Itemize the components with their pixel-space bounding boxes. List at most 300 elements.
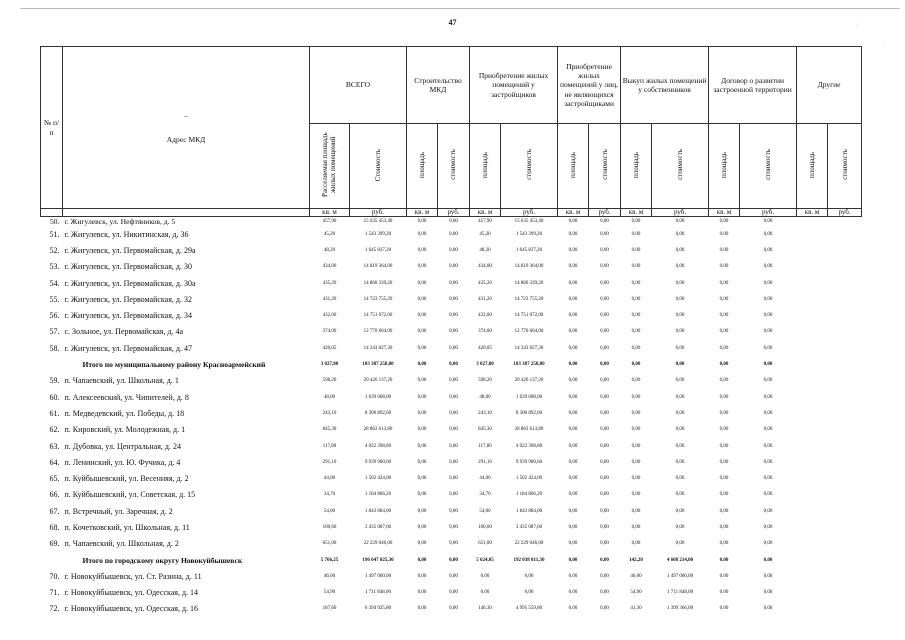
row-value: 431,20 [322,296,337,302]
row-value: 0,00 [417,345,427,351]
row-value: 0,00 [600,296,609,302]
row-value: 45,20 [323,231,336,237]
row-value: 0,00 [417,459,427,465]
header-address-label: Адрес МКД [166,134,206,144]
row-value [797,536,828,552]
row-value: 420,05 [478,345,492,351]
row-value: 1 184 866,20 [364,492,392,498]
row-value: 0,00 [568,590,578,596]
row-value [828,217,862,227]
row-value: 0,00 [568,329,578,335]
row-address: п. Дубовка, ул. Центральная, д. 24 [64,441,181,451]
header-group-construction: Строительство МКД [407,47,470,124]
row-value: 0,00 [631,394,641,400]
row-value: 1 543 399,20 [515,231,543,237]
row-number: 56. [49,311,60,321]
row-value: 0,00 [449,378,458,384]
row-value: 0,00 [675,378,685,384]
row-value: 117,80 [478,443,492,449]
row-value: 0,00 [719,231,729,237]
row-number: 54. [49,278,60,288]
subheader-label: площадь [417,151,426,178]
row-value: 0,00 [675,492,685,498]
row-value: 291,10 [478,459,492,465]
row-value: 14 723 755,20 [363,296,393,302]
subheader-label: стоимость [676,149,685,181]
row-address: г. Новокуйбышевск, ул. Одесская, д. 16 [64,604,199,614]
row-value: 48,00 [323,394,336,400]
row-value: 0,00 [763,476,773,482]
row-value: 0,00 [417,410,427,416]
row-value: 0,00 [600,313,609,319]
row-value: 0,00 [568,296,578,302]
row-value: 34,70 [479,492,491,498]
row-value [828,438,862,454]
row-address: п. Куйбышевский, ул. Советская, д. 15 [64,490,196,500]
row-value [797,324,828,340]
row-value: 100,60 [322,524,337,530]
row-value [828,519,862,535]
row-value: 0,00 [417,231,427,237]
unit-label: кв. м [470,209,501,217]
row-value: 0,00 [631,264,641,270]
row-number: 64. [49,457,60,467]
row-value: 0,00 [600,492,609,498]
row-value: 45,20 [479,231,491,237]
row-value: 0,00 [675,394,685,400]
row-value: 0,00 [568,573,578,579]
row-value [828,405,862,421]
row-value: 0,00 [568,492,578,498]
row-value: 146,30 [478,606,492,612]
row-value: 0,00 [600,394,609,400]
row-value: 0,00 [763,231,773,237]
row-value: 598,20 [478,378,492,384]
row-value: 1 711 848,00 [364,590,392,596]
header-group-total: ВСЕГО [310,47,407,124]
table-row [41,217,862,227]
row-value [828,552,862,568]
row-value: 100,60 [478,524,492,530]
row-value: 0,00 [600,508,609,514]
row-value: 0,00 [449,329,458,335]
row-value [797,470,828,486]
row-value: 0,00 [449,394,458,400]
row-value: 0,00 [449,247,458,253]
subheader-cell [438,124,470,209]
row-value [797,373,828,389]
row-value: 0,00 [675,508,685,514]
row-value: 28 863 613,80 [514,427,544,433]
row-value: 0,00 [568,476,578,482]
row-value: 0,00 [631,427,641,433]
table-row [41,307,862,323]
row-value: 0,00 [675,329,685,335]
row-value [797,307,828,323]
unit-label: кв. м [709,209,740,217]
row-value: 0,00 [600,557,609,563]
row-value: 374,00 [322,329,337,335]
row-value: 54,00 [323,508,336,514]
row-value: 1 639 008,00 [364,394,392,400]
row-value: 0,00 [600,329,609,335]
subheader-cell [501,124,558,209]
row-value: 0,00 [417,296,427,302]
row-value: 457,90 [478,219,492,224]
row-value: 0,00 [675,264,685,270]
row-value: 9 939 900,60 [364,459,392,465]
row-value: 0,00 [449,345,458,351]
header-group-developers: Приобретение жилых помещений у застройщиков [470,47,558,124]
row-value [828,389,862,405]
row-value: 0,00 [417,590,427,596]
row-value [828,536,862,552]
unit-label: кв. м [407,209,438,217]
row-value: 0,00 [417,394,427,400]
row-value: 0,00 [631,378,641,384]
row-value: 0,00 [631,541,641,547]
row-value: 0,00 [568,362,578,368]
row-value: 0,00 [631,492,641,498]
row-value: 0,00 [631,247,641,253]
table-row [41,259,862,275]
row-value: 187,60 [322,606,337,612]
row-value: 0,00 [719,427,729,433]
row-value: 0,00 [568,459,578,465]
row-value: 5 766,25 [320,557,339,563]
row-value [797,568,828,584]
row-value: 5 624,05 [476,557,494,563]
row-value: 0,00 [417,219,427,224]
row-value [797,291,828,307]
row-value [828,601,862,617]
row-value [797,217,828,227]
units-num-blank [41,209,63,217]
row-value: 0,00 [449,427,458,433]
row-value [797,275,828,291]
subheader-cell [558,124,589,209]
row-value: 15 635 453,40 [363,219,393,224]
table-row [41,601,862,617]
row-value: 0,00 [449,524,458,530]
table-header [41,47,862,217]
subheader-cell [310,124,350,209]
row-value [797,487,828,503]
row-value: 0,00 [449,410,458,416]
subheader-cell [740,124,797,209]
row-address: г. Жигулевск, ул. Первомайская, д. 34 [64,311,192,321]
row-value: 14 723 755,20 [514,296,544,302]
row-value: 0,00 [449,231,458,237]
row-value: 3 027,80 [476,362,494,368]
row-address: п. Встречный, ул. Заречная, д. 2 [64,506,173,516]
row-value: 374,00 [478,329,492,335]
row-value: 845,30 [478,427,492,433]
row-value: 1 639 008,00 [515,394,543,400]
row-value: 0,00 [675,459,685,465]
row-value: 0,00 [763,410,773,416]
row-value [828,275,862,291]
row-value: 435,20 [478,280,492,286]
row-value: 0,00 [449,219,458,224]
row-value: 0,00 [631,313,641,319]
row-value: 0,00 [763,541,773,547]
row-value: 0,00 [675,296,685,302]
row-value: 0,00 [600,247,609,253]
row-address: п. Алексеевский, ул. Чипителей, д. 8 [64,392,189,402]
row-value: 0,00 [600,410,609,416]
row-value: 4 608 214,00 [666,557,694,563]
row-value: 0,00 [449,280,458,286]
row-value: 0,00 [568,524,578,530]
subheader-cell [407,124,438,209]
row-value: 0,00 [417,508,427,514]
row-value: 44,00 [323,476,336,482]
row-value: 1 543 399,20 [364,231,392,237]
subheader-cell [652,124,709,209]
row-value [797,601,828,617]
row-value: 0,00 [763,573,773,579]
row-value: 0,00 [763,378,773,384]
row-value [828,373,862,389]
row-value: 28 863 613,80 [363,427,393,433]
row-value: 0,00 [719,219,729,224]
row-value: 0,00 [568,280,578,286]
row-value: 3 027,80 [320,362,339,368]
row-value: 22 229 046,00 [514,541,544,547]
row-value: 0,00 [675,231,685,237]
row-value [828,291,862,307]
row-value [797,454,828,470]
row-address: г. Жигулевск, ул. Первомайская, д. 29а [64,245,196,255]
row-value: 196 647 025,30 [362,557,394,563]
unit-label: руб. [350,209,407,217]
row-value: 0,00 [600,606,609,612]
header-address [63,47,310,209]
row-number [41,356,63,372]
row-value: 0,00 [719,573,729,579]
header-group-buyout: Выкуп жилых помещений у собственников [621,47,709,124]
row-value: 0,00 [763,264,773,270]
row-value: 0,00 [449,573,458,579]
row-value: 0,00 [631,508,641,514]
row-value: 48,00 [479,394,491,400]
row-value: 0,00 [600,459,609,465]
row-value: 41,30 [630,606,642,612]
row-value: 0,00 [600,524,609,530]
row-number: 69. [49,539,60,549]
row-number: 61. [49,408,60,418]
row-number: 59. [49,376,60,386]
subheader-label: стоимость [600,149,609,181]
row-value: 0,00 [631,459,641,465]
unit-label: кв. м [621,209,652,217]
row-value: 432,00 [322,313,337,319]
row-value: 14 819 364,00 [514,264,544,270]
row-value: 0,00 [417,427,427,433]
unit-label: кв. м [558,209,589,217]
row-value: 243,10 [322,410,337,416]
row-value: 54,90 [323,590,336,596]
row-value: 0,00 [600,345,609,351]
row-value [828,307,862,323]
row-value: 0,00 [449,443,458,449]
row-value: 0,00 [719,247,729,253]
row-value: 0,00 [600,541,609,547]
row-value [828,422,862,438]
row-number: 55. [49,294,60,304]
row-value: 44,00 [479,476,491,482]
header-num: № п/п [41,47,63,209]
subheader-cell [621,124,652,209]
row-address: п. Кочетковский, ул. Школьная, д. 11 [64,522,190,532]
row-number: 67. [49,506,60,516]
table-row [41,405,862,421]
table-row [41,373,862,389]
row-value: 0,00 [719,280,729,286]
row-value: 0,00 [600,231,609,237]
row-value: 598,20 [322,378,337,384]
scan-speck: · [884,40,886,46]
row-value: 117,80 [322,443,337,449]
row-value: 0,00 [631,280,641,286]
row-value: 0,00 [719,394,729,400]
subheader-label: Стоимость [373,148,382,181]
row-value: 420,05 [322,345,337,351]
row-value: 103 387 258,80 [362,362,394,368]
row-value: 8 300 892,60 [364,410,392,416]
row-value: 0,00 [417,541,427,547]
row-value: 0,00 [675,313,685,319]
row-value: 0,00 [417,247,427,253]
row-value: 0,00 [449,557,458,563]
row-value: 9 939 900,60 [515,459,543,465]
row-value [797,503,828,519]
row-value: 0,00 [763,427,773,433]
row-value [797,226,828,242]
table-row [41,519,862,535]
row-value: 1 711 848,00 [667,590,694,596]
row-value: 14 860 339,20 [363,280,393,286]
row-value: 0,00 [524,573,534,579]
row-value: 0,00 [417,362,427,368]
row-value: 0,00 [763,247,773,253]
row-value: 0,00 [719,606,729,612]
row-value: 0,00 [719,410,729,416]
row-value [828,340,862,356]
row-value: 434,00 [478,264,492,270]
row-address: с. Зольное, ул. Первомайская, д. 4а [64,327,184,337]
row-value: 0,00 [568,443,578,449]
row-value: 0,00 [417,264,427,270]
row-value: 457,90 [322,219,337,224]
row-value: 0,00 [719,378,729,384]
subheader-label: стоимость [764,149,773,181]
row-value: 14 819 364,00 [363,264,393,270]
row-value [828,487,862,503]
row-value: 12 770 604,00 [514,329,544,335]
row-value: 0,00 [568,264,578,270]
row-value: 0,00 [600,590,609,596]
row-number: 65. [49,474,60,484]
row-value: 14 343 027,30 [363,345,393,351]
row-value: 0,00 [568,427,578,433]
row-value: 432,00 [478,313,492,319]
row-value: 0,00 [631,476,641,482]
row-number: 58. [49,343,60,353]
table-row [41,503,862,519]
row-value [828,503,862,519]
unit-label: руб. [828,209,862,217]
subheader-label: площадь [720,151,729,178]
table-row [41,389,862,405]
row-value: 0,00 [631,410,641,416]
row-value: 0,00 [719,443,729,449]
row-value: 0,00 [417,280,427,286]
row-value: 3 435 087,60 [364,524,392,530]
unit-label: руб. [589,209,621,217]
subheader-label: Расселяемая площадь жилых помещений [321,132,338,198]
row-value: 0,00 [631,362,641,368]
row-value: 0,00 [763,590,773,596]
header-group-development-contract: Договор о развитии застроенной территории [709,47,797,124]
row-number: 57. [49,327,60,337]
subheader-label: стоимость [449,149,458,181]
row-value: 0,00 [417,476,427,482]
row-value: 0,00 [568,606,578,612]
row-value: 48,20 [323,247,336,253]
row-value: 0,00 [631,329,641,335]
row-value: 1 843 884,00 [364,508,392,514]
subheader-label: площадь [569,151,577,178]
table-row [41,438,862,454]
row-value: 1 502 424,00 [364,476,392,482]
row-value [828,259,862,275]
row-value [828,242,862,258]
row-value: 0,00 [568,378,578,384]
row-value: 0,00 [719,492,729,498]
row-address: п. Чапаевский, ул. Школьная, д. 2 [64,539,179,549]
row-value: 0,00 [568,345,578,351]
row-address: г. Жигулевск, ул. Первомайская, д. 30 [64,262,192,272]
row-value: 0,00 [719,541,729,547]
row-value: 0,00 [417,313,427,319]
row-value: 0,00 [600,219,609,224]
row-value: 0,00 [568,508,578,514]
row-value: 291,10 [322,459,337,465]
row-value: 22 229 046,00 [363,541,393,547]
unit-label: руб. [652,209,709,217]
row-value: 1 843 884,00 [515,508,543,514]
row-value: 0,00 [449,296,458,302]
row-value: 431,20 [478,296,492,302]
subheader-cell [709,124,740,209]
row-value: 0,00 [675,443,685,449]
row-value: 0,00 [719,590,729,596]
table-body [41,217,862,618]
row-value: 54,00 [479,508,491,514]
table-row [41,226,862,242]
row-value: 1 645 837,20 [515,247,543,253]
row-value: 46,00 [323,573,336,579]
row-value: 0,00 [631,296,641,302]
row-value: 0,00 [600,280,609,286]
row-address: п. Чапаевский, ул. Школьная, д. 1 [64,376,179,386]
row-value: 0,00 [763,329,773,335]
row-value: 0,00 [417,443,427,449]
row-value: 0,00 [675,524,685,530]
row-value: 0,00 [675,427,685,433]
